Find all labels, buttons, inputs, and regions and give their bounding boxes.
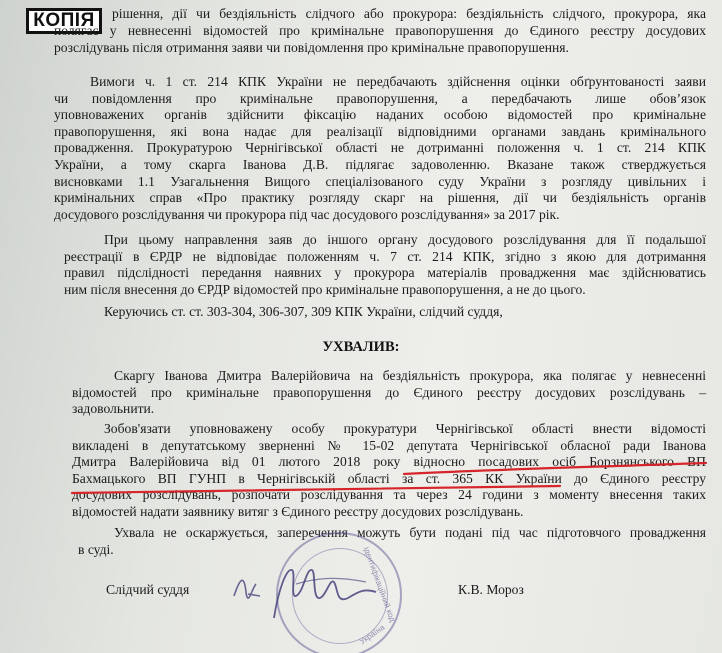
text-line: Скаргу Іванова Дмитра Валерійовича на бездіяльність прокурора, яка полягає у невнесенні	[114, 368, 706, 383]
paragraph-guided-by	[34, 304, 706, 321]
text-line: відомостей про кримінальне правопорушення до Єдиного реєстру досудових розслідувань –	[72, 384, 706, 400]
decision-paragraph-1	[34, 368, 706, 418]
text-line: ним після внесення до ЄРДР відомостей про кримінальне правопорушення, а не до цього.	[64, 281, 586, 297]
paragraph-requirements	[34, 74, 706, 223]
text-line: правопорушення, які вона надає для реалізації відповідними органами завдань кримінального	[54, 123, 706, 139]
text-line: рішення, дії чи бездіяльність слідчого або прокурора: бездіяльність слідчого, прокурора, яка	[112, 6, 706, 21]
text-line: України, а тому скарга Іванова Д.В. підлягає задоволенню. Вказане також стверджується	[54, 156, 706, 172]
text-line: розслідувань після отримання заяви чи повідомлення про кримінальне правопорушення.	[54, 39, 569, 55]
text-line: досудового розслідування чи прокурора під час досудового розслідування» за 2017 рік.	[54, 206, 560, 222]
text-line: Керуючись ст. ст. 303-304, 306-307, 309 КПК України, слідчий суддя,	[104, 304, 503, 319]
text-line: Бахмацького ВП ГУНП в Чернігівській області за ст. 365 КК України до Єдиного реєстру	[72, 470, 706, 486]
text-line: відомостей надати заявнику витяг з Єдиного реєстру досудових розслідувань.	[72, 503, 524, 519]
text-line: Дмитра Валерійовича від 01 лютого 2018 року відносно посадових осіб Борзнянського ВП	[72, 454, 706, 470]
text-line: висновками 1.1 Узагальнення Вищого спеціалізованого суду України з розгляду цивільних і	[54, 173, 706, 189]
signature-role: Слідчий суддя	[106, 582, 190, 597]
text-line: Ухвала не оскаржується, заперечення можуть бути подані під час підготовчого провадження	[114, 525, 706, 540]
handwritten-signature	[226, 545, 398, 628]
text-line: викладені в депутатському зверненні № 15-02 депутата Чернігівської обласної ради Іванова	[72, 437, 706, 453]
paragraph-continuation	[112, 6, 706, 23]
text-line: реєстрації в ЄРДР не відповідає положенням ч. 7 ст. 214 КПК, згідно з якою для дотримання	[64, 248, 706, 264]
text-line: провадження. Прокуратурою Чернігівської області не дотриманні положення ч. 1 ст. 214 КПК	[54, 140, 706, 156]
text-line: кримінальних справ «Про практику розгляду скарг на рішення, дії чи бездіяльність органів	[54, 190, 706, 206]
seal-text: Україна	[357, 622, 387, 647]
signature-name: К.В. Мороз	[458, 582, 524, 597]
text-line: задовольнити.	[72, 401, 155, 417]
text-line: уповноважених органів здійснити фіксацію наданих особою відомостей про кримінальне	[54, 107, 706, 123]
text-line: Вимоги ч. 1 ст. 214 КПК України не передбачають здійснення оцінки обґрунтованості заяви	[90, 74, 706, 89]
paragraph-redirection	[34, 232, 706, 298]
decision-paragraph-2	[34, 421, 706, 521]
text-line: правил підслідності передання наявних у прокурора матеріалів провадження має здійснюватись	[64, 265, 706, 281]
seal-text: ідентифікаційний код	[361, 545, 398, 624]
copy-stamp: КОПІЯ	[26, 8, 102, 34]
text-line: Зобов'язати уповноважену особу прокуратури Чернігівської області внести відомості	[104, 421, 706, 436]
text-line: полягає у невнесенні відомостей про кримінальне правопорушення до Єдиного реєстру досудових	[54, 23, 706, 38]
text-line: чи повідомлення про кримінальне правопорушення, а передбачають лише обов’язок	[54, 90, 706, 106]
text-line: При цьому направлення заяв до іншого органу досудового розслідування для її подальшої	[104, 232, 706, 247]
text-line: в суді.	[78, 541, 114, 557]
paragraph-continuation-rest	[34, 23, 706, 56]
decision-heading: УХВАЛИВ:	[322, 339, 400, 355]
text-line: досудових розслідувань, розпочати розслідування та через 24 години з моменту внесення таких	[72, 487, 706, 503]
